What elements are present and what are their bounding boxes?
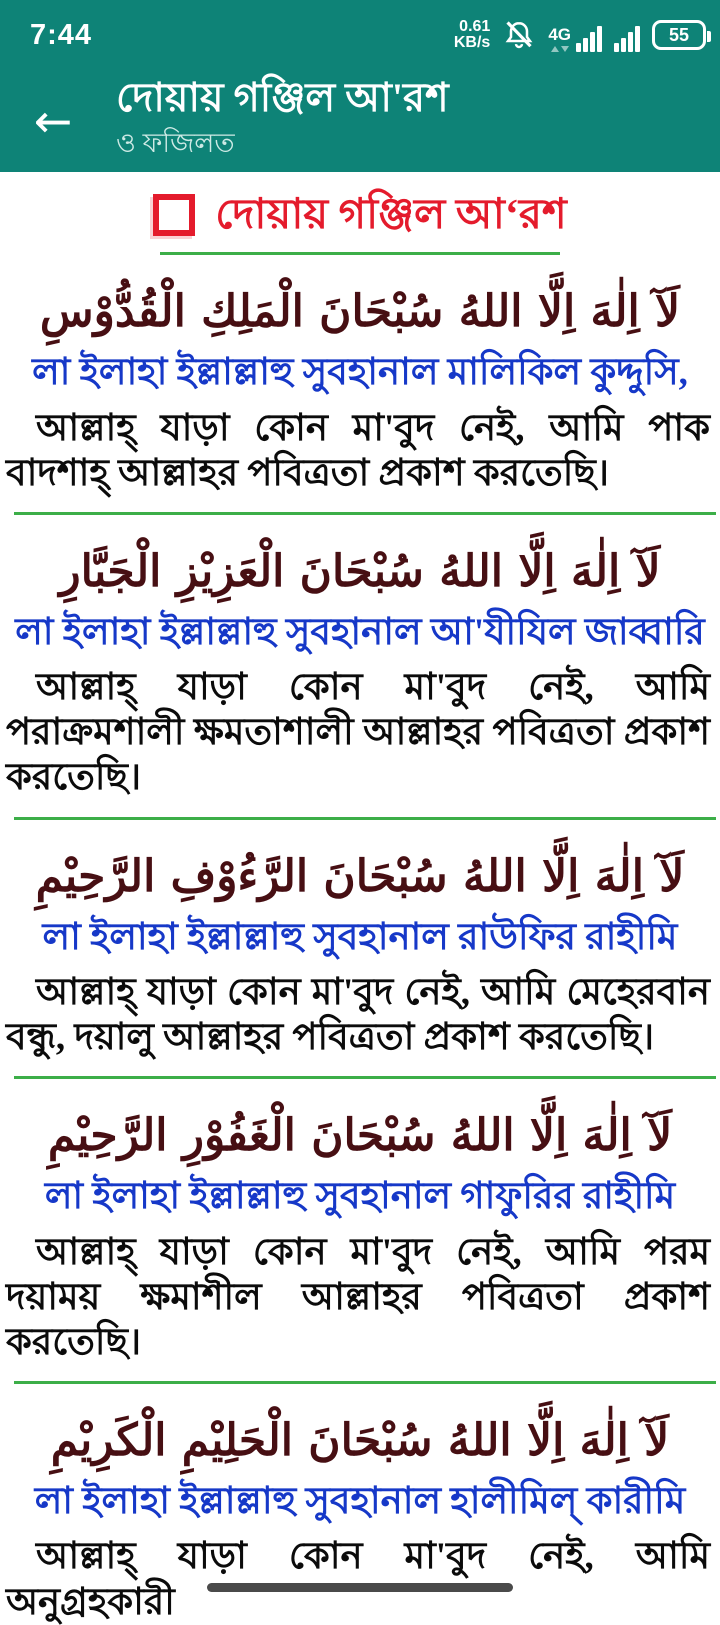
dua-transliteration: লা ইলাহা ইল্লাল্লাহু সুবহানাল গাফুরির রাহীমি [44,1176,676,1218]
status-bar [0,0,720,70]
dua-section-2 [0,539,720,820]
app-bar-titles [116,75,449,168]
signal-bars-icon [614,26,640,52]
dua-section-5 [0,1408,720,1625]
dua-translation: আল্লাহ্ যাড়া কোন মা'বুদ নেই, আমি অনুগ্রহকারী [6,1536,710,1623]
back-button[interactable] [18,86,88,156]
home-indicator[interactable] [207,1583,513,1592]
signal-strength-sim1-icon [548,18,602,52]
section-divider [14,1076,716,1079]
dua-translation: আল্লাহ্ যাড়া কোন মা'বুদ নেই, আমি মেহেরবান বন্ধু, দয়ালু আল্লাহর পবিত্রতা প্রকাশ করতেছি। [6,971,710,1059]
dua-arabic-text: لَآ اِلٰهَ اِلَّا اللهُ سُبْحَانَ الرَّءُوْفِ الرَّحِيْمِ [35,850,685,902]
notifications-muted-icon [502,18,536,52]
dua-arabic-text: لَآ اِلٰهَ اِلَّا اللهُ سُبْحَانَ الْغَفُوْرِ الرَّحِيْمِ [47,1110,673,1162]
dua-transliteration: লা ইলাহা ইল্লাল্লাহু সুবহানাল আ'যীযিল জাব্বারি [15,611,705,653]
square-bullet-icon [153,194,195,236]
dua-section-4 [0,1103,720,1384]
dua-section-3 [0,844,720,1080]
status-icons [454,18,706,52]
dua-arabic-text: لَآ اِلٰهَ اِلَّا اللهُ سُبْحَانَ الْحَلِيْمِ الْكَرِيْمِ [50,1415,670,1466]
section-divider [14,1381,716,1384]
network-speed-value: 0.61 [459,18,491,35]
dua-transliteration: লা ইলাহা ইল্লাল্লাহু সুবহানাল রাউফির রাহীমি [42,916,678,958]
dua-translation: আল্লাহ্ যাড়া কোন মা'বুদ নেই, আমি পাক বাদশাহ্ আল্লাহর পবিত্রতা প্রকাশ করতেছি। [6,407,710,494]
network-type-text: 4G [548,25,571,44]
section-divider [14,817,716,820]
battery-icon [652,20,706,50]
content-heading-row [0,192,720,238]
back-arrow-icon: ← [33,94,73,148]
status-time: 7:44 [30,18,93,51]
network-type-label [548,26,571,52]
dua-arabic-text: لَآ اِلٰهَ اِلَّا اللهُ سُبْحَانَ الْمَلِكِ الْقُدُّوْسِ [39,286,681,338]
signal-strength-sim2-icon [614,18,640,52]
network-speed-unit: KB/s [453,34,491,51]
battery-percent: 55 [668,24,690,45]
signal-bars-icon [576,26,602,52]
dua-arabic-text: لَآ اِلٰهَ اِلَّا اللهُ سُبْحَانَ الْعَزِيْزِ الْجَبَّارِ [59,545,661,597]
dua-transliteration: লা ইলাহা ইল্লাল্লাহু সুবহানাল মালিকিল কুদ্দুসি, [32,352,688,394]
dua-section-1 [0,279,720,515]
app-bar [0,70,720,172]
network-speed-indicator [454,19,490,51]
section-divider [14,512,716,515]
heading-underline [160,252,560,255]
data-activity-arrows-icon [551,46,569,52]
page-title: দোয়ায় গঞ্জিল আ'রশ [116,74,449,120]
dua-translation: আল্লাহ্ যাড়া কোন মা'বুদ নেই, আমি পরাক্রমশালী ক্ষমতাশালী আল্লাহর পবিত্রতা প্রকাশ করতেছি। [6,667,710,799]
scroll-content[interactable] [0,172,720,1625]
page-subtitle: ও ফজিলত [116,127,235,158]
dua-translation: আল্লাহ্ যাড়া কোন মা'বুদ নেই, আমি পরম দয়াময় ক্ষমাশীল আল্লাহর পবিত্রতা প্রকাশ করতেছি। [6,1231,710,1363]
dua-transliteration: লা ইলাহা ইল্লাল্লাহু সুবহানাল হালীমিল্ কারীমি [34,1481,686,1522]
content-heading: দোয়ায় গঞ্জিল আ‘রশ [215,192,567,238]
